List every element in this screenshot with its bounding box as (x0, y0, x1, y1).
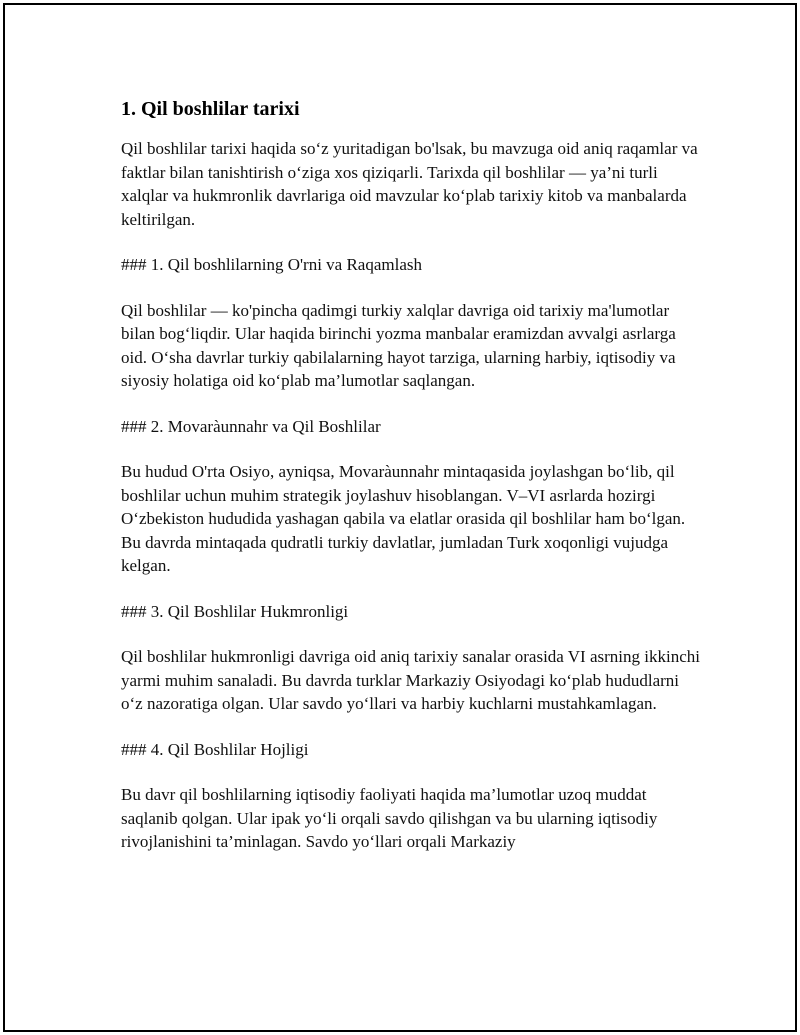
document-title: 1. Qil boshlilar tarixi (121, 98, 300, 120)
section-heading-1: ### 1. Qil boshlilarning O'rni va Raqamlash (121, 255, 422, 274)
section-paragraph-1: Qil boshlilar — ko'pincha qadimgi turkiy xalqlar davriga oid tarixiy ma'lumotlar bilan bog‘liqdir. Ular haqida birinchi yozma manbalar eramizdan avvalgi asrlarga oid. O‘sha davrlar turkiy qabilalarning hayot tarziga, ularning harbiy, iqtisodiy va siyosiy holatiga oid ko‘plab ma’lumotlar saqlangan. (121, 300, 676, 390)
intro-paragraph: Qil boshlilar tarixi haqida so‘z yuritadigan bo'lsak, bu mavzuga oid aniq raqamlar va faktlar bilan tanishtirish o‘ziga xos qiziqarli. Tarixda qil boshlilar — ya’ni turli xalqlar va hukmronlik davrlariga oid mavzular ko‘plab tarixiy kitob va manbalarda keltirilgan. (121, 139, 698, 229)
section-heading-3: ### 3. Qil Boshlilar Hukmronligi (121, 601, 349, 621)
section-paragraph-2: Bu hudud O'rta Osiyo, ayniqsa, Movaràunnahr mintaqasida joylashgan bo‘lib, qil boshlilar uchun muhim strategik joylashuv hisoblangan. V–VI asrlarda hozirgi O‘zbekiston hududida yashagan qabila va elatlar orasida qil boshlilar ham bo‘lgan. Bu davrda mintaqada qudratli turkiy davlatlar, jumladan Turk xoqonligi vujudga kelgan. (121, 462, 686, 575)
section-heading-2: ### 2. Movaràunnahr va Qil Boshlilar (121, 416, 381, 436)
section-paragraph-3: Qil boshlilar hukmronligi davriga oid aniq tarixiy sanalar orasida VI asrning ikkinchi yarmi muhim sanaladi. Bu davrda turklar Markaziy Osiyodagi ko‘plab hududlarni o‘z nazoratiga olgan. Ular savdo yo‘llari va harbiy kuchlarni mustahkamlagan. (121, 647, 700, 713)
section-paragraph-4: Bu davr qil boshlilarning iqtisodiy faoliyati haqida ma’lumotlar uzoq muddat saqlanib qolgan. Ular ipak yo‘li orqali savdo qilishgan va bu ularning iqtisodiy rivojlanishini ta’minlagan. Savdo yo‘llari orqali Markaziy (121, 785, 658, 851)
document-body (121, 97, 701, 876)
section-heading-4: ### 4. Qil Boshlilar Hojligi (121, 739, 309, 759)
document-page (3, 3, 797, 1032)
